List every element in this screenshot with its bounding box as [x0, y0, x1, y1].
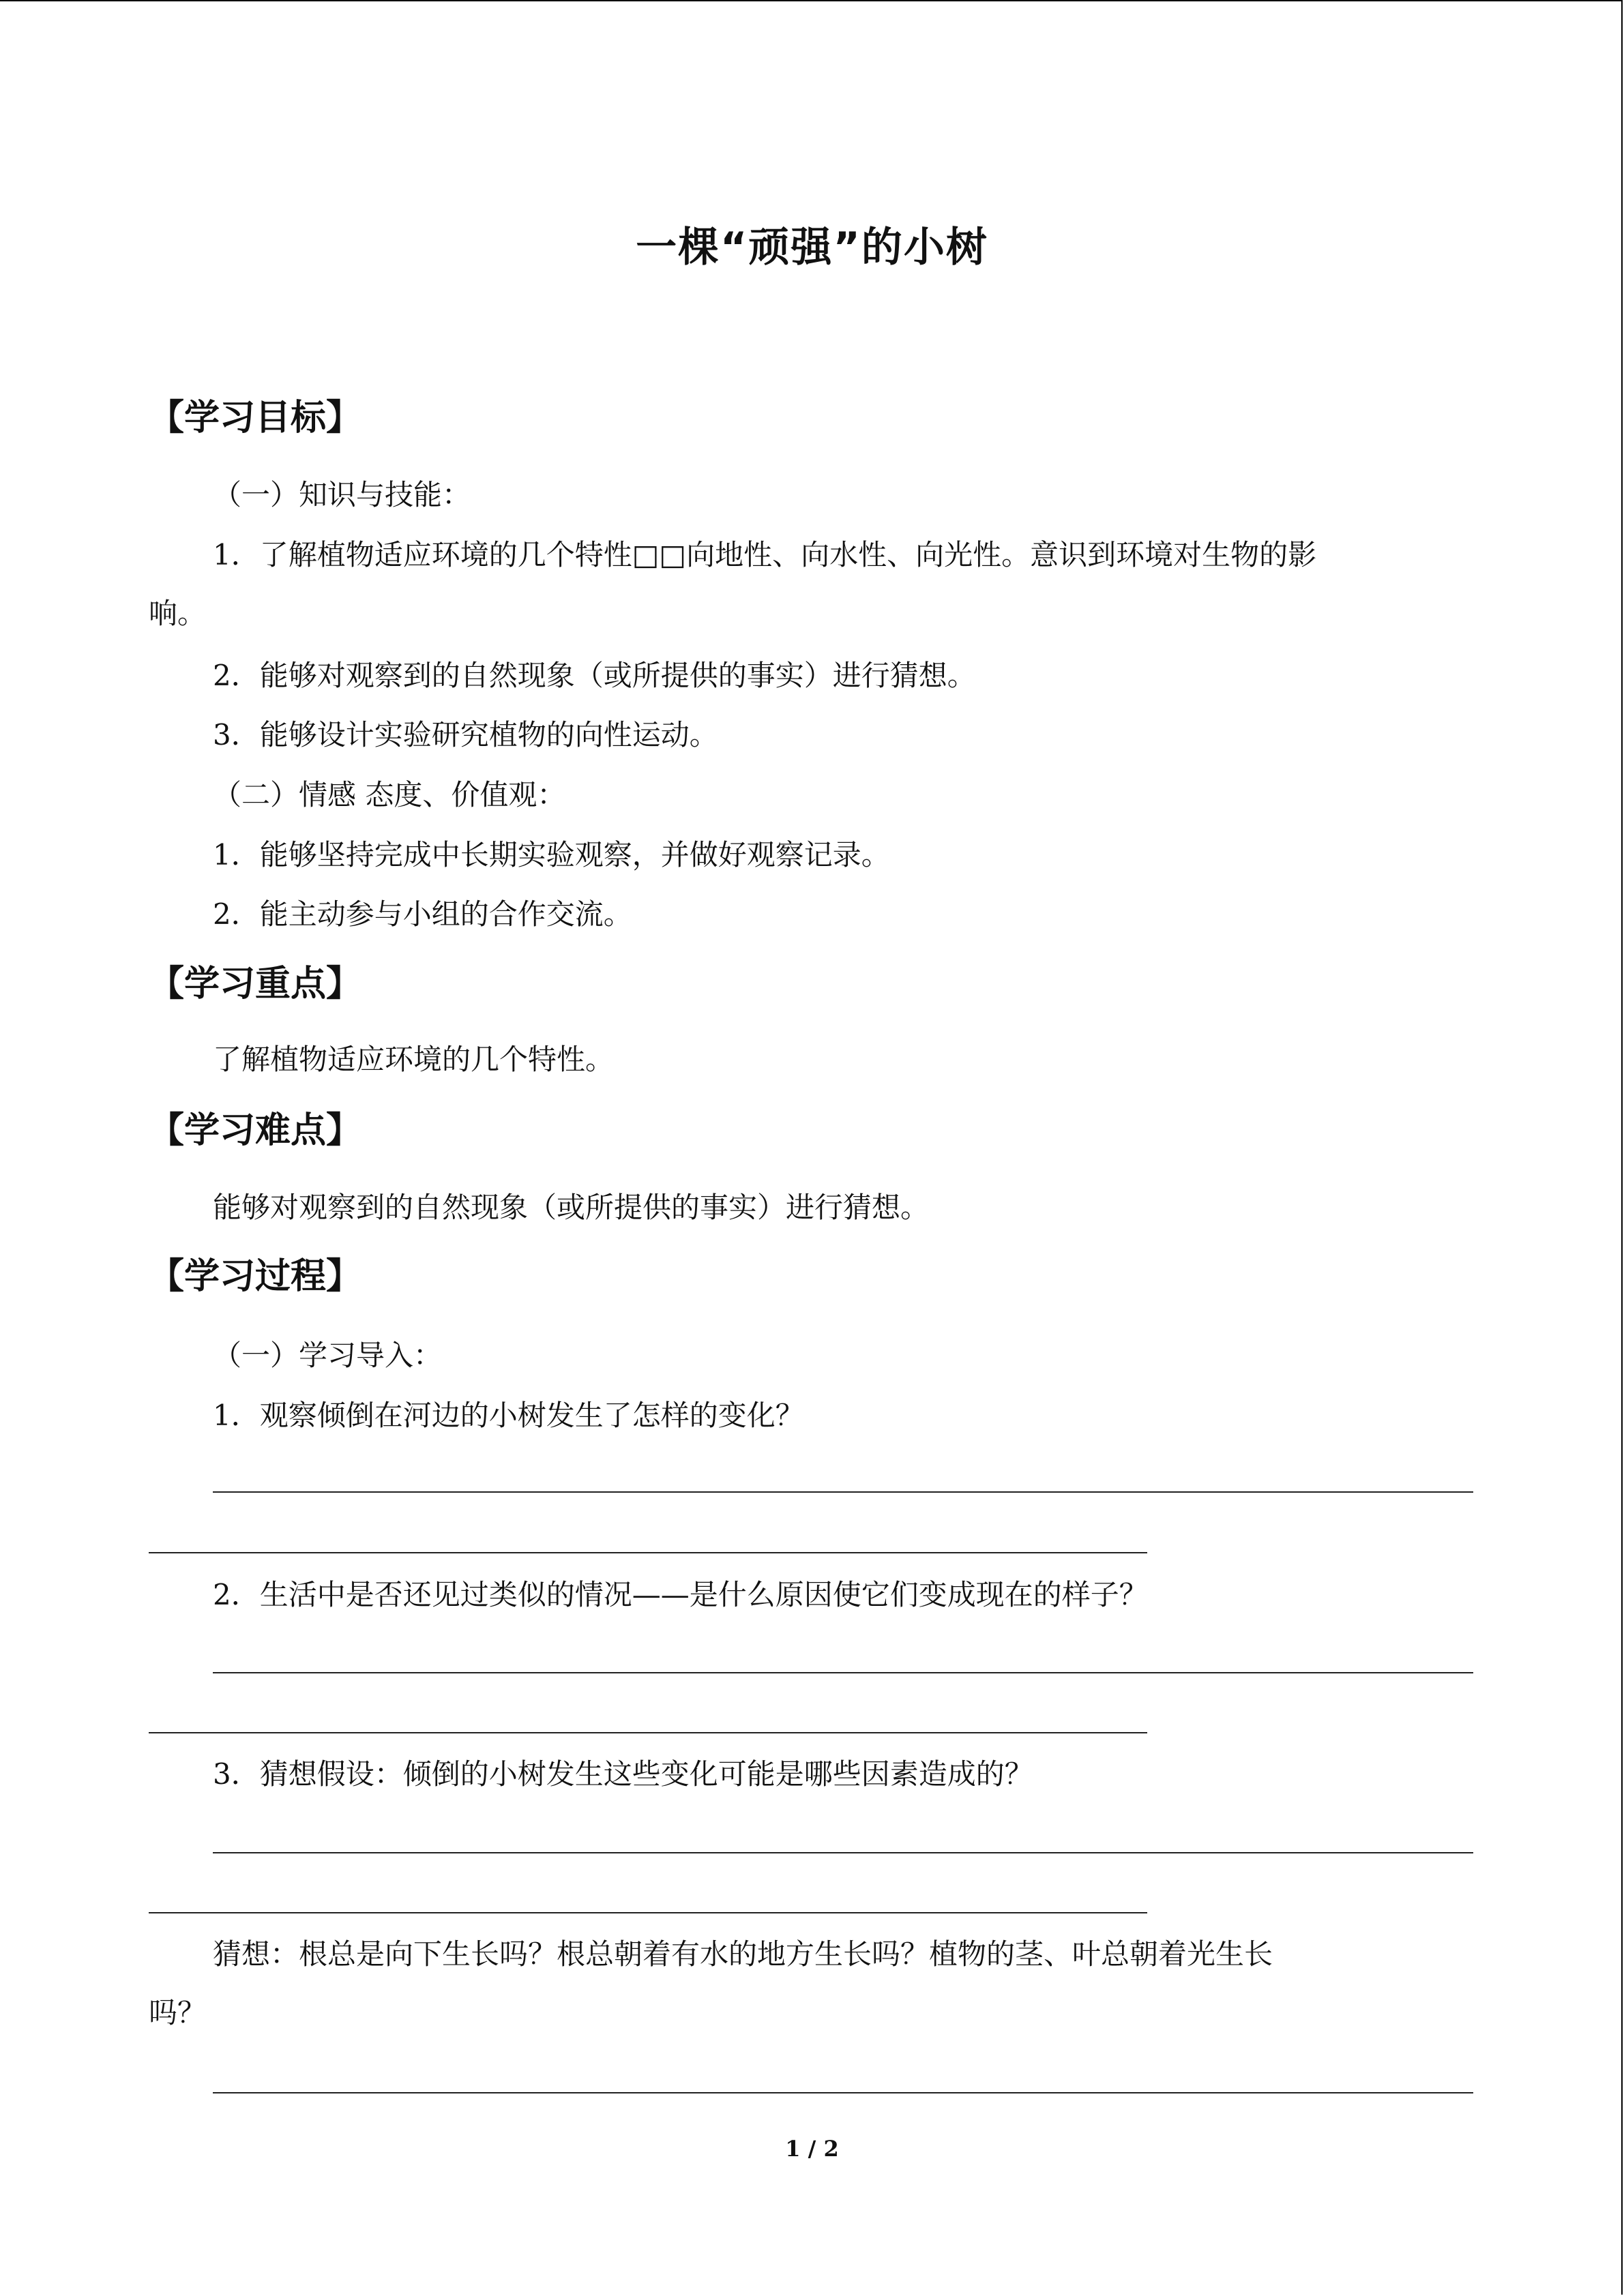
page-number: 1 / 2 — [785, 2136, 839, 2162]
goals-subheading-attitude: （二）情感 态度、价值观： — [213, 778, 566, 811]
heading-difficulty: 【学习难点】 — [149, 1110, 362, 1151]
heading-learning-goals: 【学习目标】 — [149, 398, 362, 438]
goals-item-1-wrap: 响。 — [149, 597, 207, 630]
difficulty-text: 能够对观察到的自然现象（或所提供的事实）进行猜想。 — [213, 1191, 930, 1224]
answer-line-1b[interactable] — [149, 1552, 1147, 1553]
heading-key-point: 【学习重点】 — [149, 964, 362, 1004]
key-point-text: 了解植物适应环境的几个特性。 — [213, 1043, 615, 1076]
answer-line-1a[interactable] — [213, 1491, 1473, 1493]
goals-subheading-knowledge: （一）知识与技能： — [213, 478, 471, 511]
goals-item-3: 3．能够设计实验研究植物的向性运动。 — [213, 718, 718, 751]
goals-item-1: 1．了解植物适应环境的几个特性□□向地性、向水性、向光性。意识到环境对生物的影 — [213, 538, 1317, 571]
answer-line-3a[interactable] — [213, 1852, 1473, 1853]
guess-text-wrap: 吗？ — [149, 1996, 207, 2029]
answer-line-3b[interactable] — [149, 1912, 1147, 1913]
question-2: 2．生活中是否还见过类似的情况——是什么原因使它们变成现在的样子？ — [213, 1578, 1148, 1611]
guess-text: 猜想：根总是向下生长吗？根总朝着有水的地方生长吗？植物的茎、叶总朝着光生长 — [213, 1937, 1273, 1971]
answer-line-2b[interactable] — [149, 1732, 1147, 1733]
question-3: 3．猜想假设：倾倒的小树发生这些变化可能是哪些因素造成的？ — [213, 1757, 1033, 1791]
question-1: 1．观察倾倒在河边的小树发生了怎样的变化？ — [213, 1399, 804, 1432]
answer-line-guess[interactable] — [213, 2092, 1473, 2093]
goals-item-2: 2．能够对观察到的自然现象（或所提供的事实）进行猜想。 — [213, 659, 976, 692]
goals-item-5: 2．能主动参与小组的合作交流。 — [213, 897, 632, 931]
goals-item-4: 1．能够坚持完成中长期实验观察，并做好观察记录。 — [213, 838, 890, 871]
page-title: 一棵“顽强”的小树 — [636, 224, 988, 271]
process-subheading-intro: （一）学习导入： — [213, 1339, 443, 1372]
heading-process: 【学习过程】 — [149, 1256, 362, 1297]
answer-line-2a[interactable] — [213, 1672, 1473, 1673]
